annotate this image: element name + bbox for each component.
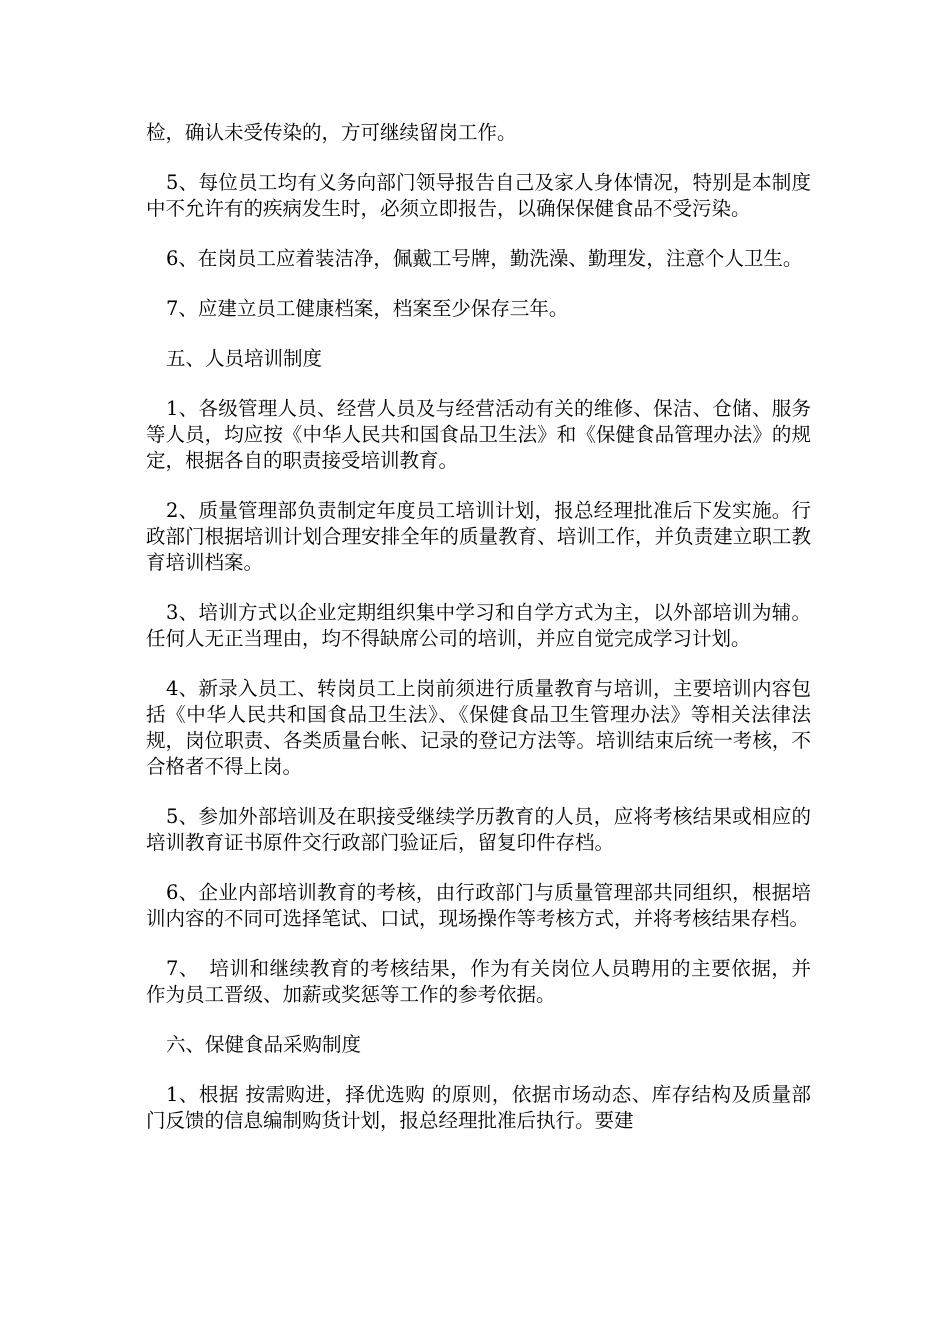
- paragraph-training-2: 2、质量管理部负责制定年度员工培训计划，报总经理批准后下发实施。行政部门根据培训计划合理安排全年的质量教育、培训工作，并负责建立职工教育培训档案。: [146, 499, 811, 574]
- paragraph-training-5: 5、参加外部培训及在职接受继续学历教育的人员，应将考核结果或相应的培训教育证书原件交行政部门验证后，留复印件存档。: [146, 805, 811, 854]
- paragraph-item-6-hygiene: 6、在岗员工应着装洁净，佩戴工号牌，勤洗澡、勤理发，注意个人卫生。: [166, 247, 803, 270]
- section-heading-training: 五、人员培训制度: [166, 347, 323, 370]
- paragraph-training-3: 3、培训方式以企业定期组织集中学习和自学方式为主，以外部培训为辅。任何人无正当理由，均不得缺席公司的培训，并应自觉完成学习计划。: [146, 601, 811, 650]
- section-heading-purchasing: 六、保健食品采购制度: [166, 1033, 362, 1056]
- paragraph-training-7: 7、 培训和继续教育的考核结果，作为有关岗位人员聘用的主要依据，并作为员工晋级、加薪或奖惩等工作的参考依据。: [146, 957, 811, 1006]
- document-page: [146, 120, 811, 1158]
- paragraph-item-5-health-report: 5、每位员工均有义务向部门领导报告自己及家人身体情况，特别是本制度中不允许有的疾病发生时，必须立即报告，以确保保健食品不受污染。: [146, 171, 811, 220]
- paragraph-item-7-health-records: 7、应建立员工健康档案，档案至少保存三年。: [166, 297, 569, 320]
- paragraph-training-4: 4、新录入员工、转岗员工上岗前须进行质量教育与培训，主要培训内容包括《中华人民共和国食品卫生法》、《保健食品卫生管理办法》等相关法律法规，岗位职责、各类质量台帐、记录的登记方法等。培训结束后统一考核，不合格者不得上岗。: [146, 677, 811, 778]
- paragraph-purchasing-1: 1、根据 按需购进，择优选购 的原则，依据市场动态、库存结构及质量部门反馈的信息编制购货计划，报总经理批准后执行。要建: [146, 1083, 811, 1132]
- paragraph-training-6: 6、企业内部培训教育的考核，由行政部门与质量管理部共同组织，根据培训内容的不同可选择笔试、口试，现场操作等考核方式，并将考核结果存档。: [146, 881, 811, 930]
- paragraph-training-1: 1、各级管理人员、经营人员及与经营活动有关的维修、保洁、仓储、服务等人员，均应按《中华人民共和国食品卫生法》和《保健食品管理办法》的规定，根据各自的职责接受培训教育。: [146, 397, 811, 472]
- paragraph-continuation: 检，确认未受传染的，方可继续留岗工作。: [146, 121, 517, 144]
